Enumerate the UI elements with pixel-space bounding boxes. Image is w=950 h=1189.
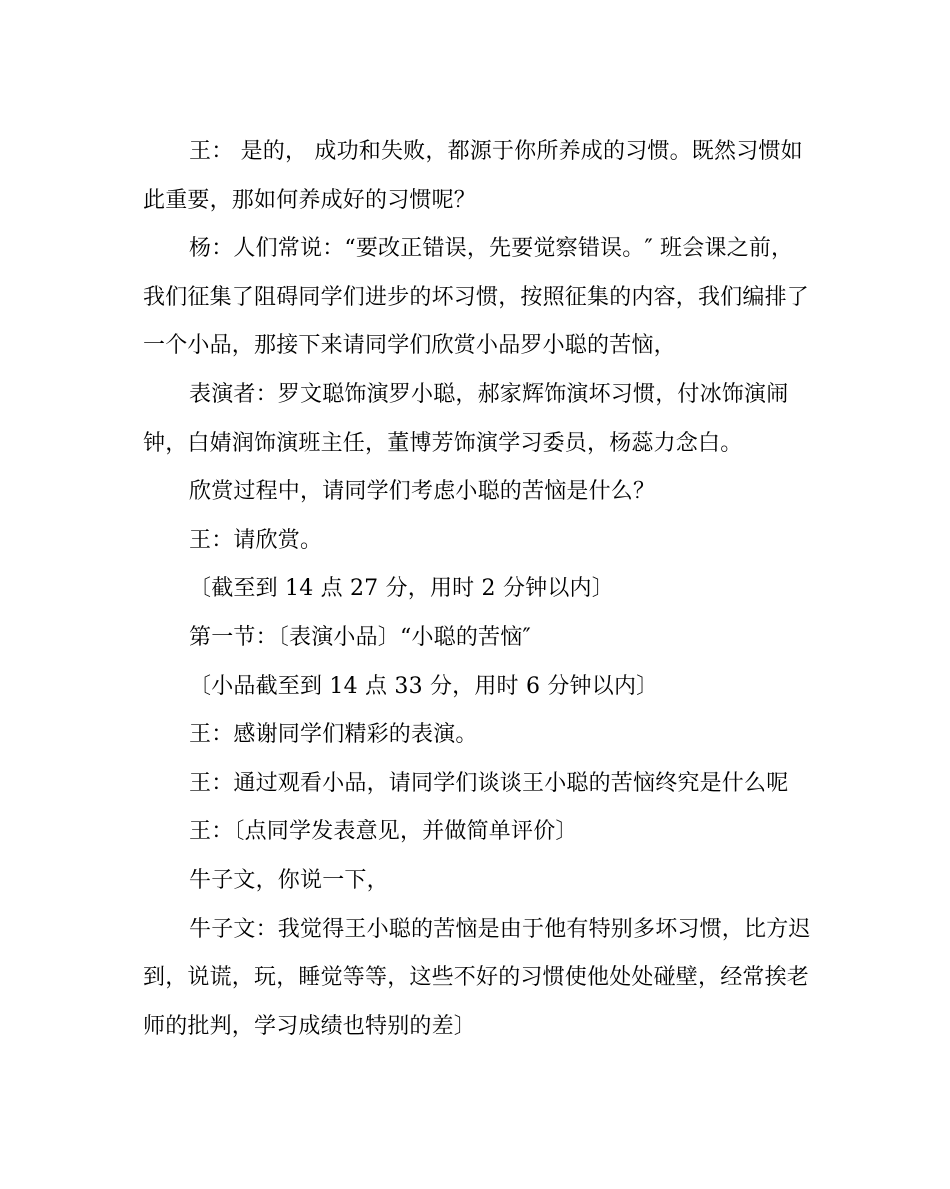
text-line: 王：〔点同学发表意见，并做简单评价〕	[189, 819, 578, 845]
text-line: 到，说谎，玩，睡觉等等，这些不好的习惯使他处处碰壁，经常挨老	[143, 965, 810, 991]
text-line: 王：感谢同学们精彩的表演。	[189, 722, 478, 748]
text-line: 牛子文，你说一下，	[189, 867, 389, 893]
text-line: 第一节：〔表演小品〕“小聪的苦恼″	[189, 624, 531, 650]
text-line: 王： 是的， 成功和失败，都源于你所养成的习惯。既然习惯如	[189, 139, 803, 164]
text-line: 一个小品，那接下来请同学们欣赏小品罗小聪的苦恼，	[143, 333, 676, 359]
text-line: 表演者：罗文聪饰演罗小聪，郝家辉饰演坏习惯，付冰饰演闹	[189, 381, 789, 407]
text-line: 杨：人们常说：“要改正错误，先要觉察错误。″ 班会课之前，	[189, 236, 794, 262]
text-line: 王：请欣赏。	[189, 527, 323, 553]
text-line: 欣赏过程中，请同学们考虑小聪的苦恼是什么？	[189, 479, 656, 505]
document-body	[143, 128, 813, 1051]
text-line: 〔截至到 14 点 27 分，用时 2 分钟以内〕	[189, 576, 614, 602]
text-line: 〔小品截至到 14 点 33 分，用时 6 分钟以内〕	[189, 673, 659, 699]
text-line: 此重要，那如何养成好的习惯呢？	[143, 187, 477, 213]
text-line: 师的批判，学习成绩也特别的差〕	[143, 1013, 477, 1039]
text-line: 我们征集了阻碍同学们进步的坏习惯，按照征集的内容，我们编排了	[143, 284, 810, 310]
text-line: 牛子文：我觉得王小聪的苦恼是由于他有特别多坏习惯，比方迟	[189, 916, 811, 942]
text-line: 王：通过观看小品，请同学们谈谈王小聪的苦恼终究是什么呢	[189, 770, 789, 796]
text-line: 钟，白婧润饰演班主任，董博芳饰演学习委员，杨蕊力念白。	[143, 430, 743, 456]
